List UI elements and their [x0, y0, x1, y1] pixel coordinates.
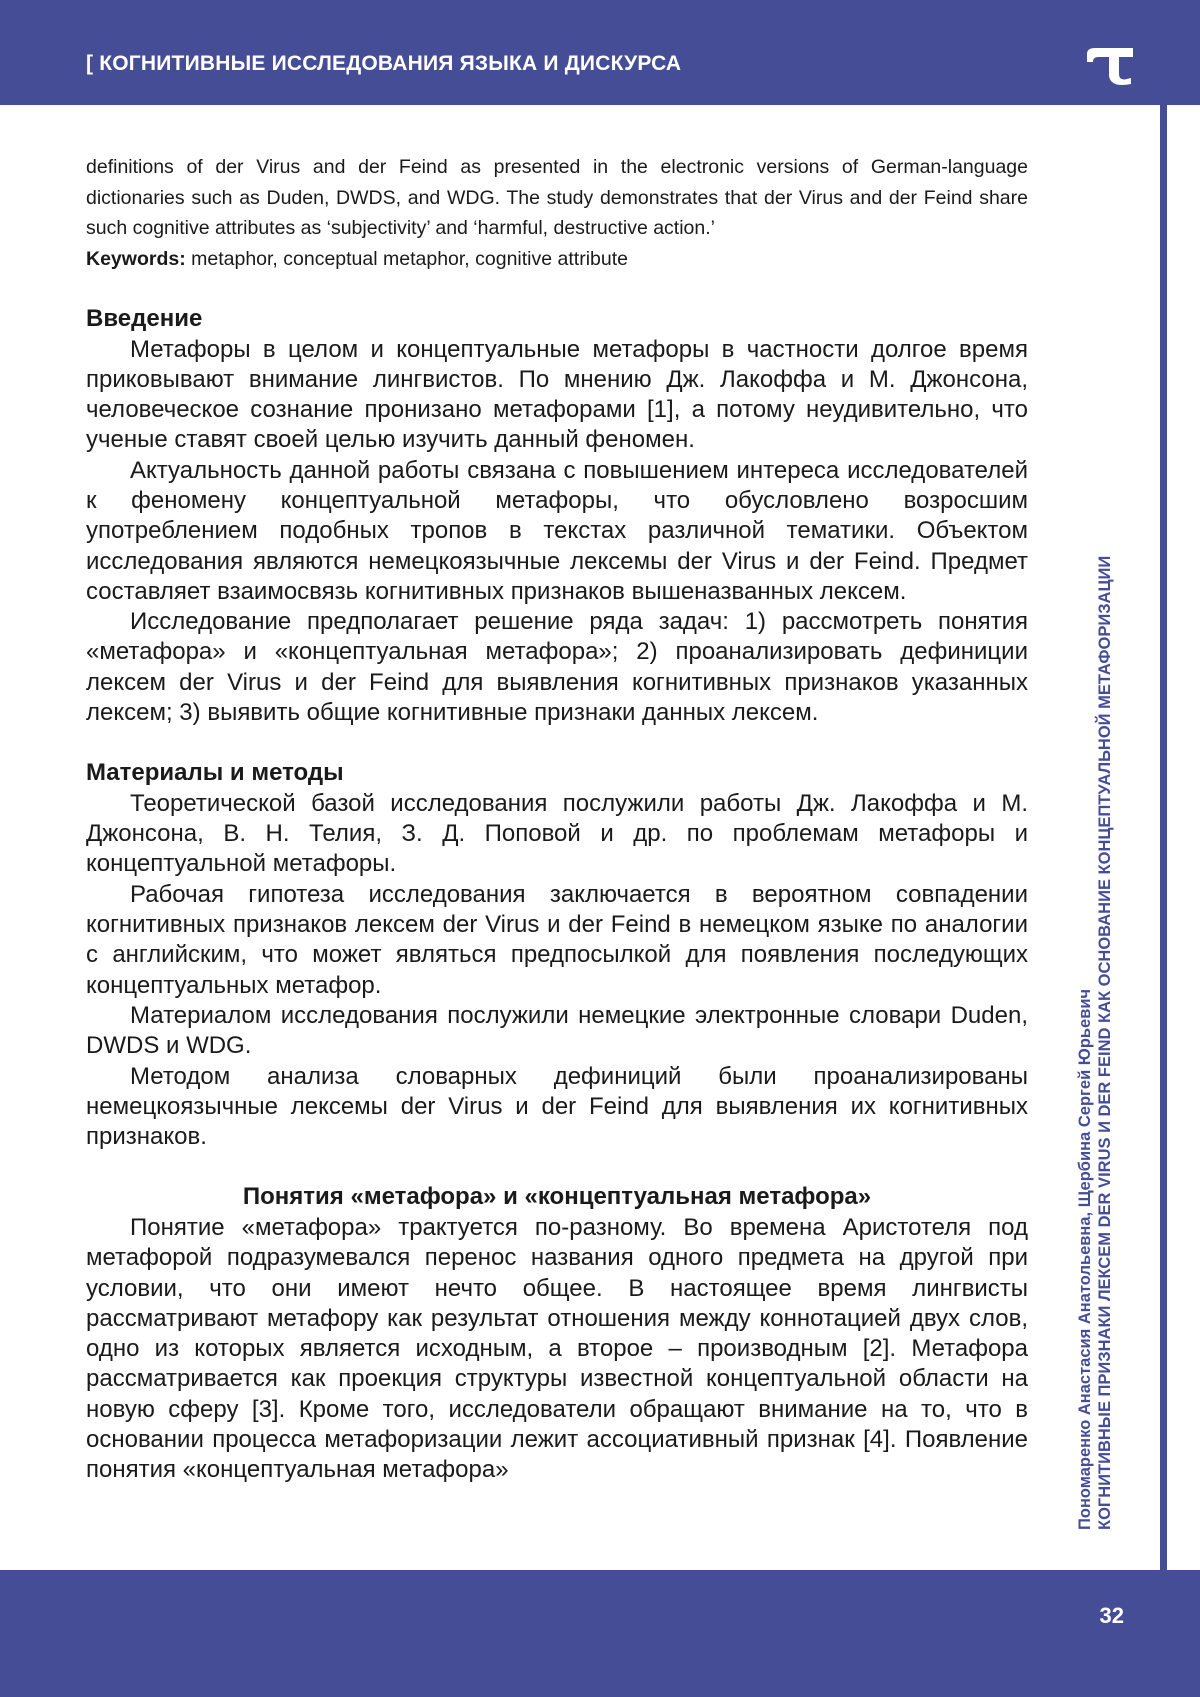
paragraph: Метафоры в целом и концептуальные метафоры в частности долгое время приковывают внимание лингвистов. По мнению Дж. Лакоффа и М. Джонсона, человеческое сознание пронизано метафорами [1], а потому неудивительно, что ученые ставят своей целью изучить данный феномен. — [86, 335, 1028, 454]
paragraph: Материалом исследования послужили немецкие электронные словари Duden, DWDS и WDG. — [86, 1001, 1028, 1060]
journal-logo-icon — [1085, 46, 1135, 86]
journal-section-title: [ КОГНИТИВНЫЕ ИССЛЕДОВАНИЯ ЯЗЫКА И ДИСКУРСА — [86, 52, 682, 75]
keywords-list: metaphor, conceptual metaphor, cognitive attribute — [185, 247, 628, 270]
page-number: 32 — [1099, 1603, 1124, 1628]
abstract-text: definitions of der Virus and der Feind as presented in the electronic versions of German-language dictionaries such as Duden, DWDS, and WDG. The study demonstrates that der Virus and der Feind share such cognitive attributes as ‘subjectivity’ and ‘harmful, destructive action.’ — [86, 156, 1028, 239]
paragraph: Актуальность данной работы связана с повышением интереса исследователей к феномену концептуальной метафоры, что обусловлено возросшим употреблением подобных тропов в текстах различной тематики. Объектом исследования являются немецкоязычные лексемы der Virus и der Feind. Предмет составляет взаимосвязь когнитивных признаков вышеназванных лексем. — [86, 456, 1028, 605]
article-body — [86, 152, 1028, 1486]
paragraph: Методом анализа словарных дефиниций были проанализированы немецкоязычные лексемы der Virus и der Feind для выявления их когнитивных признаков. — [86, 1062, 1028, 1151]
section-heading-materials-methods: Материалы и методы — [86, 759, 344, 787]
side-accent-bar — [1160, 105, 1167, 1570]
page-footer — [0, 1570, 1200, 1697]
keywords-line — [86, 244, 1028, 275]
running-head-article-title: КОГНИТИВНЫЕ ПРИЗНАКИ ЛЕКСЕМ DER VIRUS И DER FEIND КАК ОСНОВАНИЕ КОНЦЕПТУАЛЬНОЙ МЕТАФОРИЗАЦИИ — [1096, 555, 1114, 1530]
keywords-label: Keywords: — [86, 247, 186, 270]
paragraph: Рабочая гипотеза исследования заключается в вероятном совпадении когнитивных признаков лексем der Virus и der Feind в немецком языке по аналогии с английским, что может являться предпосылкой для появления последующих концептуальных метафор. — [86, 880, 1028, 999]
spacer — [86, 274, 1028, 304]
running-head-authors: Пономаренко Анастасия Анатольевна, Щербина Сергей Юрьевич — [1076, 988, 1094, 1530]
spacer — [86, 1152, 1028, 1182]
running-head-vertical — [1075, 555, 1115, 1530]
paragraph: Понятие «метафора» трактуется по-разному. Во времена Аристотеля под метафорой подразумевался перенос названия одного предмета на другой при условии, что они имеют нечто общее. В настоящее время лингвисты рассматривают метафору как результат отношения между коннотацией двух слов, одно из которых является исходным, а второе – производным [2]. Метафора рассматривается как проекция структуры известной концептуальной области на новую сферу [3]. Кроме того, исследователи обращают внимание на то, что в основании процесса метафоризации лежит ассоциативный признак [4]. Появление понятия «концептуальная метафора» — [86, 1213, 1028, 1484]
paragraph: Исследование предполагает решение ряда задач: 1) рассмотреть понятия «метафора» и «концептуальная метафора»; 2) проанализировать дефиниции лексем der Virus и der Feind для выявления когнитивных признаков указанных лексем; 3) выявить общие когнитивные признаки данных лексем. — [86, 608, 1028, 727]
section-heading-metaphor-concepts: Понятия «метафора» и «концептуальная метафора» — [242, 1183, 872, 1211]
page-header — [0, 0, 1200, 105]
spacer — [86, 728, 1028, 758]
section-heading-introduction: Введение — [86, 305, 203, 332]
paragraph: Теоретической базой исследования послужили работы Дж. Лакоффа и М. Джонсона, В. Н. Телия, З. Д. Поповой и др. по проблемам метафоры и концептуальной метафоры. — [86, 789, 1028, 878]
